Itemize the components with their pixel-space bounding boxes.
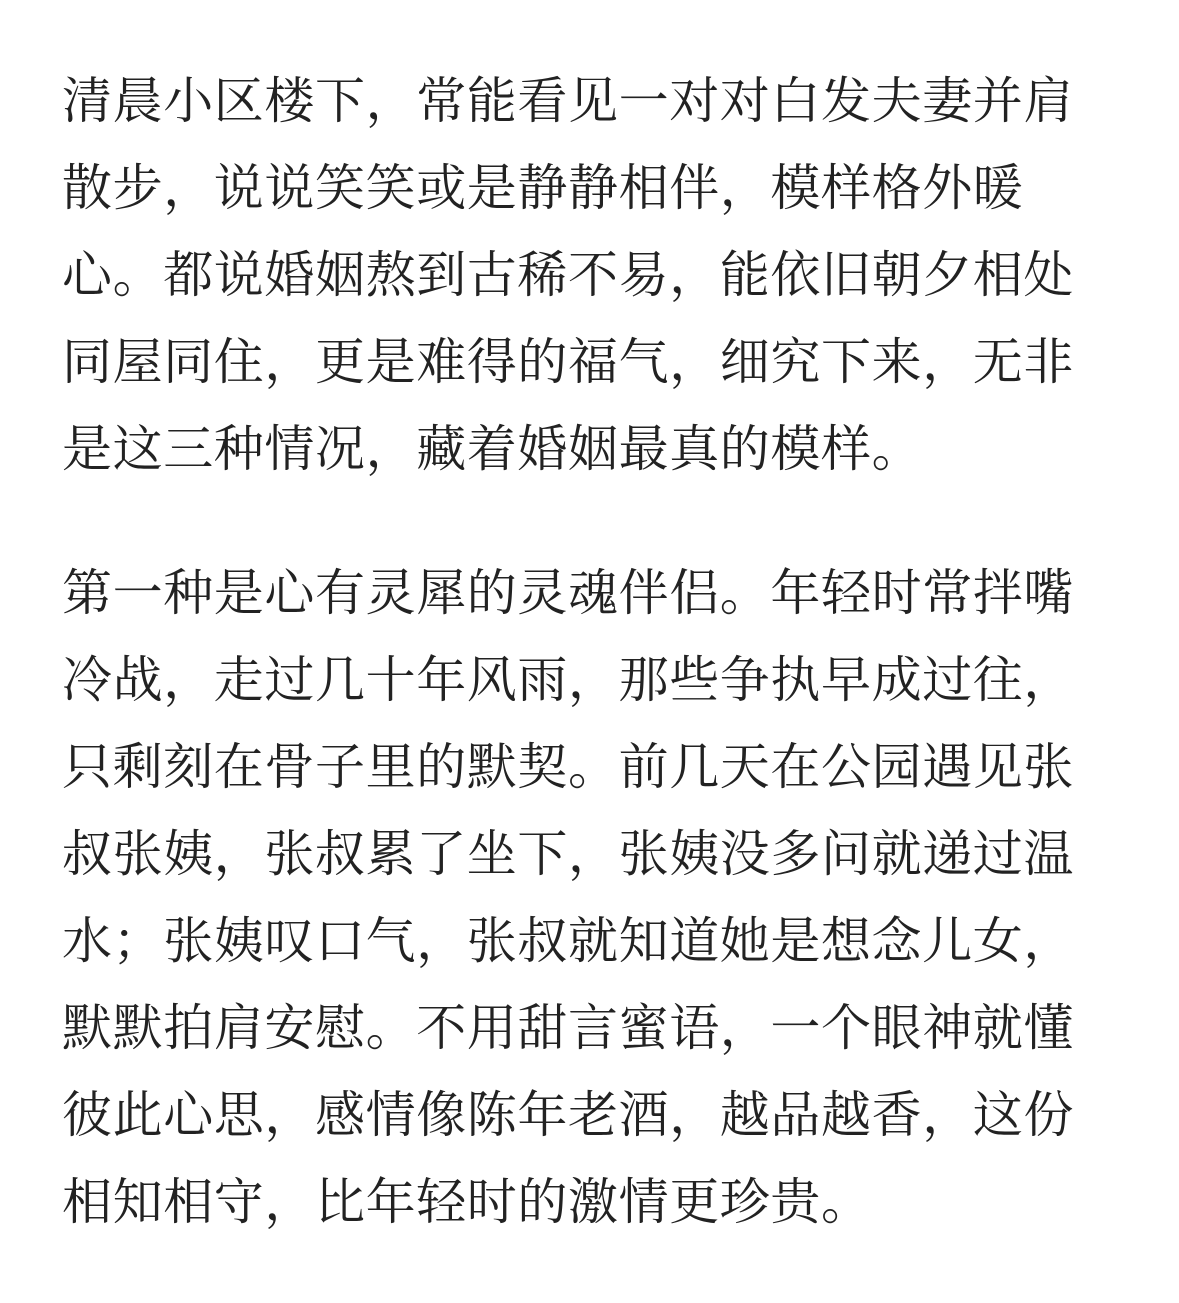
text-line: 是这三种情况，藏着婚姻最真的模样。 [62,420,923,478]
paragraph-intro [62,58,1122,493]
text-line: 水；张姨叹口气，张叔就知道她是想念儿女， [62,912,1074,970]
text-line: 相知相守，比年轻时的激情更珍贵。 [62,1173,872,1231]
text-line: 彼此心思，感情像陈年老酒，越品越香，这份 [62,1086,1074,1144]
text-line: 清晨小区楼下，常能看见一对对白发夫妻并肩 [62,72,1074,130]
text-line: 只剩刻在骨子里的默契。前几天在公园遇见张 [62,738,1074,796]
text-line: 冷战，走过几十年风雨，那些争执早成过往， [62,651,1074,709]
text-line: 叔张姨，张叔累了坐下，张姨没多问就递过温 [62,825,1074,883]
text-line: 同屋同住，更是难得的福气，细究下来，无非 [62,333,1074,391]
paragraph-first-kind [62,550,1122,1246]
article-body [62,58,1122,1303]
text-line: 心。都说婚姻熬到古稀不易，能依旧朝夕相处 [62,246,1074,304]
text-line: 默默拍肩安慰。不用甜言蜜语，一个眼神就懂 [62,999,1074,1057]
text-line: 第一种是心有灵犀的灵魂伴侣。年轻时常拌嘴 [62,564,1074,622]
text-line: 散步，说说笑笑或是静静相伴，模样格外暖 [62,159,1024,217]
